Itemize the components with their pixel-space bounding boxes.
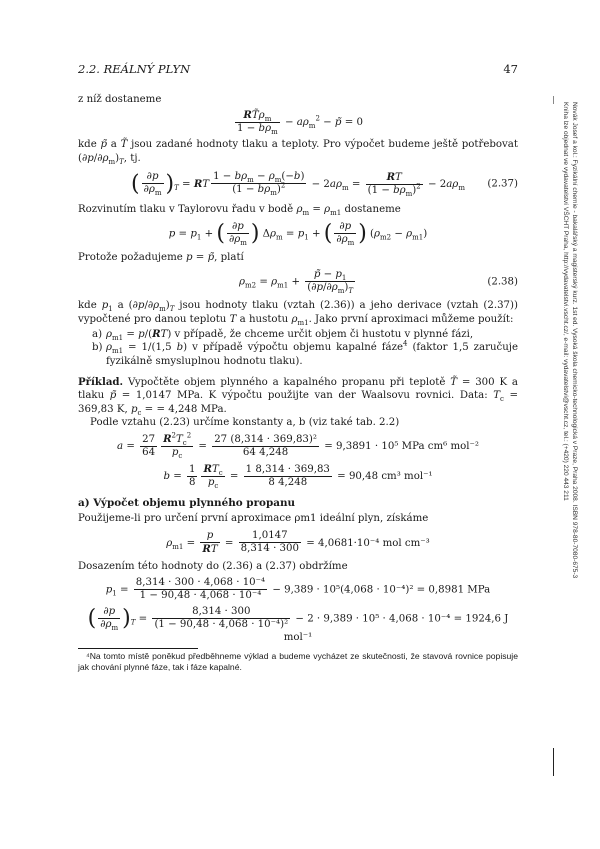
copyright-sidebar: [538, 102, 598, 662]
equation-rho: $\rho_{m1}$ = $\frac{p}{RT}$ = $\frac{1,0147}{8,314 \cdot 300}$ = 4,0681·10⁻⁴ mol cm⁻³: [166, 529, 430, 555]
main-text: [78, 93, 518, 673]
equation-p1: $p_1$ = $\frac{\text{8,314 · 300 · 4,068 · 10⁻⁴}}{\text{1 − 90,48 · 4,068 · 10⁻⁴}}$ − 9,389 · 10⁵(4,068 · 10⁻⁴)² = 0,8981 MPa: [105, 577, 491, 602]
equation-number: (2.38): [487, 276, 518, 288]
footnote: ⁴Na tomto místě poněkud předběhneme výklad a budeme vycházet ze skutečnosti, že stavová rovnice popisuje jak chování plynné fáze, tak i fáze kapalné.: [78, 651, 518, 673]
running-header: [78, 62, 518, 76]
paragraph: Rozvinutím tlaku v Taylorovu řadu v bodě $\rho_m = \rho_{m1}$ dostaneme: [78, 203, 401, 217]
equation-2-38: $\rho_{m2} = \rho_{m1}$ + $\frac{p̃ - p_1}{(\partial p/\partial\rho_m)_T}$ (2.38): [239, 269, 518, 296]
equation-number: (2.37): [487, 178, 518, 190]
list-item: a) $\rho_{m1} = p/(RT)$ v případě, že chceme určit objem či hustotu v plynné fázi,: [92, 328, 474, 343]
equation-2-37: ( $\frac{\partial p}{\partial\rho_m}$ )$_T$ = RT $\frac{1 - b\rho_m - \rho_m(-b)}{(1 - b\rho_m)^2}$ − $2a\rho_m$ = $\frac{RT}{(1 - b\rho_m)^2}$ − $2a\rho_m$ (2.37): [131, 170, 518, 198]
equation-derivative: ( $\frac{\partial p}{\partial\rho_m}$ )$_T$ = $\frac{8,314 \cdot 300}{\text{(1 − 90,48 · 4,068 · 10⁻⁴)²}}$ − 2 · 9,389 · 10⁵ · 4,068 · 10⁻⁴ = 1924,6 J mol⁻¹: [87, 605, 509, 644]
equation: $\frac{RT̃\rho_m}{1 - b\rho_m}$ − $a\rho_m^2$ − p̃ = 0: [237, 109, 363, 137]
section-heading: a) Výpočet objemu plynného propanu: [78, 497, 296, 510]
paragraph: Použijeme-li pro určení první aproximace ρm1 ideální plyn, získáme: [78, 513, 429, 525]
page-number: 47: [503, 62, 518, 76]
paragraph: Protože požadujeme p = p̃, platí: [78, 252, 244, 264]
list-item: b) $\rho_{m1} = 1/(1,5$ b) v případě výpočtu objemu kapalné fáze$^4$ (faktor 1,5 zaručuje fyzikálně smysluplnou hodnotu tlaku).: [92, 339, 519, 367]
approximation-list: [92, 328, 518, 368]
equation-taylor: $p = p_1$ + ( $\frac{\partial p}{\partial\rho_m}$ ) $\Delta\rho_m = p_1$ + ( $\frac{\partial p}{\partial\rho_m}$ ) $(\rho_{m2} - \rho_{m1})$: [168, 221, 428, 248]
section-title: 2.2. REÁLNÝ PLYN: [78, 62, 191, 76]
sidebar-line: Novák Josef a kol.: Fyzikální chemie - bakalářský a magisterský kurz. 1st ed. Vysoká škola chemicko-technologická v Praze, Praha 2008. ISBN 978-80-7080-675-3: [571, 102, 578, 579]
paragraph: z níž dostaneme: [78, 94, 162, 105]
margin-mark: [553, 748, 554, 776]
equation-a: a = $\frac{27}{64}$ $\frac{R^2T_c^2}{p_c}$ = $\frac{\text{27 (8,314 · 369,83)²}}{64 4,248}$ = 9,3891 · 10⁵ MPa cm⁶ mol⁻²: [117, 431, 479, 461]
example-paragraph: Příklad. Vypočtěte objem plynného a kapalného propanu při teplotě T̃ = 300 K a tlaku p̃ = 1,0147 MPa. K výpočtu použijte van der Waalsovu rovnici. Data: $T_c = 369,83$ K, $p_c$ = = 4,248 MPa.: [78, 375, 518, 417]
paragraph: Podle vztahu (2.23) určíme konstanty a, b (viz také tab. 2.2): [90, 416, 400, 428]
sidebar-line: Kniha lze objednat ve vydavatelství VŠCHT Praha, http://vydavatelstvi.vscht.cz/, e-mail: vydavatelstvi@vscht.cz, tel.: (+420) 220 443 211: [562, 102, 570, 501]
paragraph: Dosazením této hodnoty do (2.36) a (2.37) obdržíme: [78, 560, 348, 572]
equation-b: b = $\frac{1}{8}$ $\frac{RT_c}{p_c}$ = $\frac{1 8,314 \cdot 369,83}{8 4,248}$ = 90,48 cm³ mol⁻¹: [163, 463, 433, 491]
paragraph: kde $p_1$ a $(\partial p/\partial\rho_m)_T$ jsou hodnoty tlaku (vztah (2.36)) a jeho derivace (vztah (2.37)) vypočtené pro danou teplotu T a hustotu $\rho_{m1}$. Jako první aproximaci můžeme použít:: [78, 300, 518, 327]
paragraph: kde p̃ a T̃ jsou zadané hodnoty tlaku a teploty. Pro výpočet budeme ještě potřebovat $(\partial p/\partial\rho_m)_T$, tj.: [78, 139, 518, 166]
footnote-rule: [78, 648, 198, 649]
